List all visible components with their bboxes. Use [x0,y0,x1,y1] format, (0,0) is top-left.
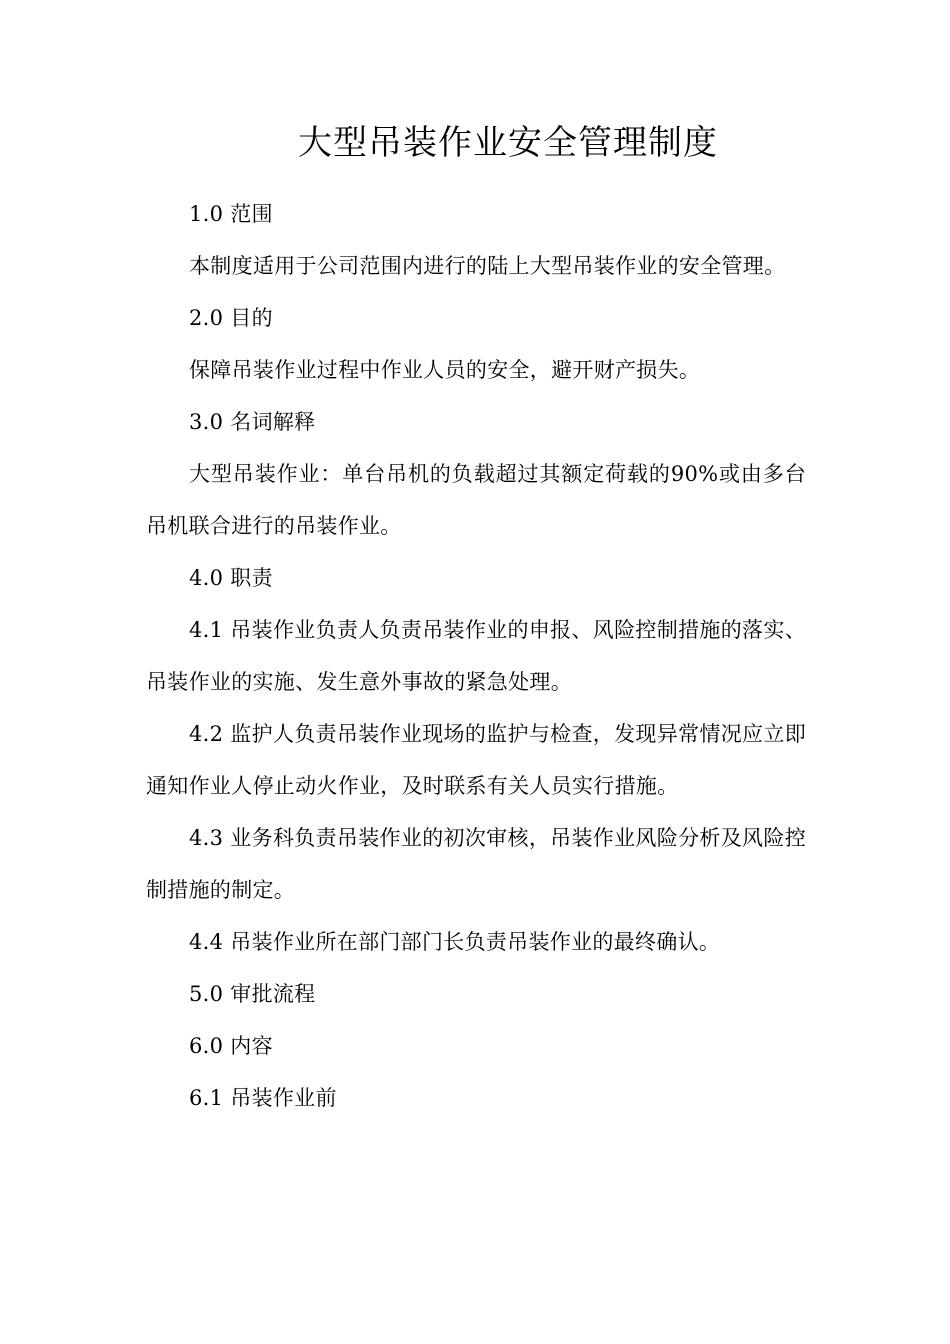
section-heading-scope: 1.0 范围 [189,202,273,226]
document-title: 大型吊装作业安全管理制度 [298,123,718,163]
paragraph-purpose: 保障吊装作业过程中作业人员的安全，避开财产损失。 [189,358,701,382]
section-heading-purpose: 2.0 目的 [189,306,273,330]
section-heading-definitions: 3.0 名词解释 [189,410,316,434]
section-heading-responsibilities: 4.0 职责 [189,566,273,590]
paragraph-definitions: 大型吊装作业：单台吊机的负载超过其额定荷载的90%或由多台吊机联合进行的吊装作业。 [146,462,806,538]
section-heading-approval: 5.0 审批流程 [189,982,316,1006]
document-body [146,188,806,1124]
paragraph-responsibility-4-4: 4.4 吊装作业所在部门部门长负责吊装作业的最终确认。 [189,930,721,954]
paragraph-responsibility-4-1: 4.1 吊装作业负责人负责吊装作业的申报、风险控制措施的落实、吊装作业的实施、发生意外事故的紧急处理。 [146,618,806,694]
paragraph-responsibility-4-3: 4.3 业务科负责吊装作业的初次审核，吊装作业风险分析及风险控制措施的制定。 [146,826,806,902]
paragraph-responsibility-4-2: 4.2 监护人负责吊装作业现场的监护与检查，发现异常情况应立即通知作业人停止动火作业，及时联系有关人员实行措施。 [146,722,806,798]
section-heading-content: 6.0 内容 [189,1034,273,1058]
subsection-heading-before-lifting: 6.1 吊装作业前 [189,1086,337,1110]
paragraph-scope: 本制度适用于公司范围内进行的陆上大型吊装作业的安全管理。 [189,254,786,278]
